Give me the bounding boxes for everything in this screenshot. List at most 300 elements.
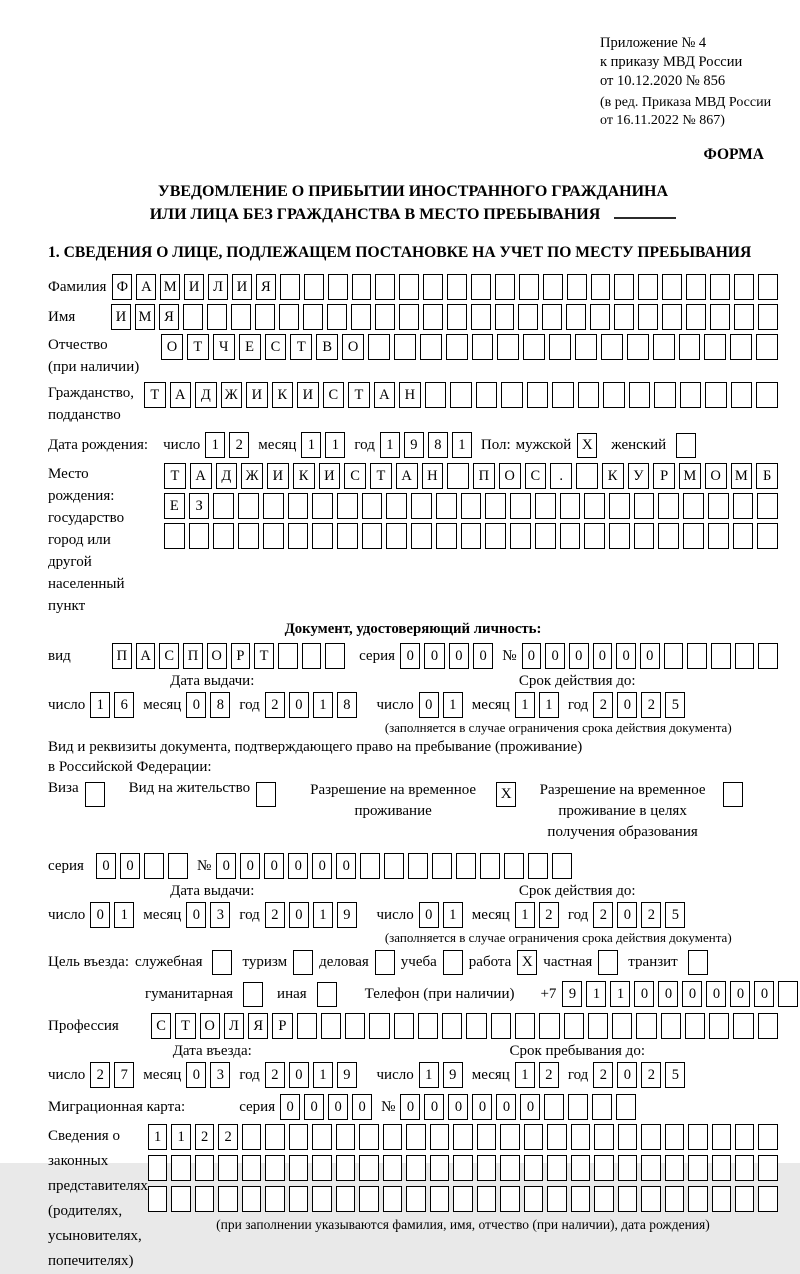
char-cell[interactable] — [544, 1094, 564, 1120]
char-cell[interactable] — [265, 1186, 284, 1212]
char-cell[interactable] — [289, 1186, 308, 1212]
char-cell[interactable] — [485, 493, 506, 519]
char-cell[interactable]: 1 — [443, 692, 463, 718]
char-cell[interactable]: Н — [422, 463, 444, 489]
gender-female-checkbox[interactable] — [676, 433, 696, 458]
char-cell[interactable]: 1 — [90, 692, 110, 718]
char-cell[interactable]: И — [232, 274, 252, 300]
char-cell[interactable] — [712, 1186, 731, 1212]
char-cell[interactable] — [734, 304, 754, 330]
purpose-tourism-checkbox[interactable] — [293, 950, 313, 975]
char-cell[interactable] — [328, 274, 348, 300]
char-cell[interactable] — [472, 334, 494, 360]
char-cell[interactable] — [730, 334, 752, 360]
char-cell[interactable]: 1 — [313, 692, 333, 718]
char-cell[interactable]: 8 — [428, 432, 448, 458]
char-cell[interactable] — [641, 1186, 660, 1212]
char-cell[interactable] — [383, 1124, 402, 1150]
char-cell[interactable]: С — [525, 463, 547, 489]
char-cell[interactable] — [288, 493, 309, 519]
char-cell[interactable]: 2 — [539, 902, 559, 928]
char-cell[interactable]: 0 — [496, 1094, 516, 1120]
char-cell[interactable] — [578, 382, 600, 408]
char-cell[interactable] — [634, 523, 655, 549]
char-cell[interactable] — [411, 493, 432, 519]
char-cell[interactable] — [383, 1186, 402, 1212]
char-cell[interactable]: Ф — [112, 274, 132, 300]
char-cell[interactable]: Т — [370, 463, 392, 489]
char-cell[interactable]: 1 — [452, 432, 472, 458]
char-cell[interactable]: 2 — [265, 692, 285, 718]
char-cell[interactable] — [501, 382, 523, 408]
char-cell[interactable]: 0 — [616, 643, 636, 669]
char-cell[interactable]: 0 — [569, 643, 589, 669]
char-cell[interactable]: 0 — [96, 853, 116, 879]
char-cell[interactable] — [327, 304, 347, 330]
char-cell[interactable] — [265, 1124, 284, 1150]
char-cell[interactable] — [491, 1013, 511, 1039]
char-cell[interactable] — [549, 334, 571, 360]
char-cell[interactable]: 1 — [419, 1062, 439, 1088]
char-cell[interactable]: 8 — [210, 692, 230, 718]
char-cell[interactable] — [399, 304, 419, 330]
char-cell[interactable]: 1 — [515, 1062, 535, 1088]
char-cell[interactable]: 0 — [186, 902, 206, 928]
char-cell[interactable] — [375, 274, 395, 300]
char-cell[interactable] — [603, 382, 625, 408]
char-cell[interactable] — [735, 1155, 754, 1181]
char-cell[interactable] — [688, 1124, 707, 1150]
char-cell[interactable] — [571, 1186, 590, 1212]
char-cell[interactable]: П — [183, 643, 203, 669]
char-cell[interactable]: 0 — [472, 1094, 492, 1120]
char-cell[interactable] — [523, 334, 545, 360]
purpose-private-checkbox[interactable] — [598, 950, 618, 975]
char-cell[interactable] — [688, 1186, 707, 1212]
char-cell[interactable] — [588, 1013, 608, 1039]
char-cell[interactable] — [662, 304, 682, 330]
char-cell[interactable] — [542, 304, 562, 330]
char-cell[interactable] — [665, 1124, 684, 1150]
char-cell[interactable] — [207, 304, 227, 330]
char-cell[interactable] — [618, 1186, 637, 1212]
char-cell[interactable] — [359, 1124, 378, 1150]
char-cell[interactable] — [618, 1155, 637, 1181]
char-cell[interactable] — [519, 274, 539, 300]
char-cell[interactable] — [708, 523, 729, 549]
char-cell[interactable]: 0 — [658, 981, 678, 1007]
char-cell[interactable] — [778, 981, 798, 1007]
char-cell[interactable]: 0 — [240, 853, 260, 879]
char-cell[interactable]: . — [550, 463, 572, 489]
char-cell[interactable] — [218, 1155, 237, 1181]
char-cell[interactable] — [213, 493, 234, 519]
char-cell[interactable] — [601, 334, 623, 360]
char-cell[interactable] — [535, 493, 556, 519]
char-cell[interactable] — [302, 643, 322, 669]
char-cell[interactable] — [527, 382, 549, 408]
char-cell[interactable] — [560, 523, 581, 549]
char-cell[interactable]: И — [267, 463, 289, 489]
char-cell[interactable]: 1 — [380, 432, 400, 458]
char-cell[interactable]: Т — [175, 1013, 195, 1039]
char-cell[interactable] — [758, 304, 778, 330]
char-cell[interactable] — [453, 1155, 472, 1181]
char-cell[interactable] — [627, 334, 649, 360]
char-cell[interactable] — [471, 304, 491, 330]
char-cell[interactable] — [571, 1155, 590, 1181]
char-cell[interactable] — [164, 523, 185, 549]
char-cell[interactable] — [709, 1013, 729, 1039]
char-cell[interactable]: 0 — [634, 981, 654, 1007]
char-cell[interactable]: 9 — [337, 902, 357, 928]
char-cell[interactable] — [552, 382, 574, 408]
residence-permit-checkbox[interactable] — [256, 782, 276, 807]
char-cell[interactable]: 1 — [586, 981, 606, 1007]
char-cell[interactable] — [406, 1155, 425, 1181]
char-cell[interactable] — [658, 523, 679, 549]
char-cell[interactable] — [278, 643, 298, 669]
char-cell[interactable]: 2 — [641, 692, 661, 718]
char-cell[interactable] — [665, 1155, 684, 1181]
char-cell[interactable]: Б — [756, 463, 778, 489]
char-cell[interactable]: Л — [208, 274, 228, 300]
char-cell[interactable] — [303, 304, 323, 330]
char-cell[interactable]: Д — [216, 463, 238, 489]
char-cell[interactable] — [524, 1186, 543, 1212]
char-cell[interactable]: И — [319, 463, 341, 489]
char-cell[interactable]: И — [297, 382, 319, 408]
char-cell[interactable]: О — [200, 1013, 220, 1039]
char-cell[interactable]: Ж — [221, 382, 243, 408]
char-cell[interactable]: К — [602, 463, 624, 489]
char-cell[interactable] — [461, 523, 482, 549]
char-cell[interactable]: Т — [164, 463, 186, 489]
char-cell[interactable]: 1 — [539, 692, 559, 718]
char-cell[interactable] — [447, 463, 469, 489]
char-cell[interactable]: 0 — [419, 902, 439, 928]
char-cell[interactable]: 0 — [419, 692, 439, 718]
char-cell[interactable]: 2 — [265, 1062, 285, 1088]
char-cell[interactable]: 1 — [515, 692, 535, 718]
char-cell[interactable]: 0 — [304, 1094, 324, 1120]
char-cell[interactable] — [662, 274, 682, 300]
char-cell[interactable] — [618, 1124, 637, 1150]
char-cell[interactable]: 2 — [229, 432, 249, 458]
char-cell[interactable] — [480, 853, 500, 879]
char-cell[interactable] — [450, 382, 472, 408]
char-cell[interactable] — [705, 382, 727, 408]
char-cell[interactable]: И — [184, 274, 204, 300]
char-cell[interactable] — [171, 1186, 190, 1212]
char-cell[interactable] — [688, 1155, 707, 1181]
char-cell[interactable] — [425, 382, 447, 408]
char-cell[interactable] — [359, 1186, 378, 1212]
char-cell[interactable] — [518, 304, 538, 330]
char-cell[interactable]: О — [342, 334, 364, 360]
char-cell[interactable] — [384, 853, 404, 879]
char-cell[interactable] — [547, 1186, 566, 1212]
char-cell[interactable] — [528, 853, 548, 879]
char-cell[interactable] — [477, 1124, 496, 1150]
char-cell[interactable]: Е — [239, 334, 261, 360]
char-cell[interactable] — [442, 1013, 462, 1039]
char-cell[interactable] — [447, 304, 467, 330]
char-cell[interactable] — [430, 1155, 449, 1181]
char-cell[interactable]: 1 — [313, 902, 333, 928]
char-cell[interactable]: 5 — [665, 1062, 685, 1088]
char-cell[interactable] — [568, 1094, 588, 1120]
rvp-education-checkbox[interactable] — [723, 782, 743, 807]
char-cell[interactable] — [399, 274, 419, 300]
char-cell[interactable] — [312, 493, 333, 519]
char-cell[interactable] — [653, 334, 675, 360]
char-cell[interactable]: С — [265, 334, 287, 360]
char-cell[interactable]: 0 — [617, 902, 637, 928]
char-cell[interactable] — [594, 1186, 613, 1212]
char-cell[interactable] — [735, 643, 755, 669]
char-cell[interactable] — [708, 493, 729, 519]
char-cell[interactable] — [436, 523, 457, 549]
purpose-business-checkbox[interactable] — [375, 950, 395, 975]
char-cell[interactable]: 9 — [404, 432, 424, 458]
char-cell[interactable] — [171, 1155, 190, 1181]
char-cell[interactable]: 5 — [665, 902, 685, 928]
char-cell[interactable]: Р — [231, 643, 251, 669]
char-cell[interactable] — [394, 1013, 414, 1039]
char-cell[interactable]: 0 — [617, 692, 637, 718]
char-cell[interactable] — [590, 304, 610, 330]
char-cell[interactable] — [289, 1155, 308, 1181]
char-cell[interactable]: 0 — [754, 981, 774, 1007]
char-cell[interactable]: 0 — [449, 643, 469, 669]
char-cell[interactable] — [406, 1186, 425, 1212]
purpose-other-checkbox[interactable] — [317, 982, 337, 1007]
char-cell[interactable] — [665, 1186, 684, 1212]
char-cell[interactable] — [195, 1186, 214, 1212]
char-cell[interactable] — [560, 493, 581, 519]
char-cell[interactable] — [638, 304, 658, 330]
char-cell[interactable] — [430, 1124, 449, 1150]
char-cell[interactable]: 2 — [195, 1124, 214, 1150]
char-cell[interactable] — [679, 334, 701, 360]
char-cell[interactable]: 0 — [186, 692, 206, 718]
char-cell[interactable]: Т — [187, 334, 209, 360]
char-cell[interactable] — [566, 304, 586, 330]
char-cell[interactable] — [567, 274, 587, 300]
char-cell[interactable]: 0 — [640, 643, 660, 669]
char-cell[interactable] — [524, 1124, 543, 1150]
char-cell[interactable]: 9 — [562, 981, 582, 1007]
char-cell[interactable] — [592, 1094, 612, 1120]
char-cell[interactable] — [238, 523, 259, 549]
char-cell[interactable] — [337, 523, 358, 549]
char-cell[interactable] — [524, 1155, 543, 1181]
char-cell[interactable]: 2 — [641, 902, 661, 928]
char-cell[interactable] — [485, 523, 506, 549]
char-cell[interactable] — [686, 304, 706, 330]
char-cell[interactable] — [612, 1013, 632, 1039]
char-cell[interactable] — [406, 1124, 425, 1150]
char-cell[interactable] — [148, 1155, 167, 1181]
char-cell[interactable] — [658, 493, 679, 519]
char-cell[interactable] — [430, 1186, 449, 1212]
gender-male-checkbox[interactable]: X — [577, 433, 597, 458]
char-cell[interactable]: 0 — [328, 1094, 348, 1120]
char-cell[interactable]: Я — [256, 274, 276, 300]
char-cell[interactable] — [386, 493, 407, 519]
char-cell[interactable] — [312, 1124, 331, 1150]
char-cell[interactable]: 1 — [515, 902, 535, 928]
char-cell[interactable] — [265, 1155, 284, 1181]
char-cell[interactable]: О — [161, 334, 183, 360]
char-cell[interactable] — [386, 523, 407, 549]
char-cell[interactable] — [255, 304, 275, 330]
char-cell[interactable]: 0 — [730, 981, 750, 1007]
char-cell[interactable]: 0 — [90, 902, 110, 928]
char-cell[interactable]: 1 — [313, 1062, 333, 1088]
char-cell[interactable]: А — [136, 274, 156, 300]
char-cell[interactable]: 0 — [682, 981, 702, 1007]
char-cell[interactable] — [362, 493, 383, 519]
char-cell[interactable]: 2 — [593, 1062, 613, 1088]
char-cell[interactable]: 1 — [148, 1124, 167, 1150]
char-cell[interactable] — [731, 382, 753, 408]
char-cell[interactable] — [609, 493, 630, 519]
char-cell[interactable]: 8 — [337, 692, 357, 718]
char-cell[interactable] — [195, 1155, 214, 1181]
char-cell[interactable] — [654, 382, 676, 408]
char-cell[interactable]: Р — [653, 463, 675, 489]
char-cell[interactable]: 0 — [400, 643, 420, 669]
char-cell[interactable]: М — [679, 463, 701, 489]
char-cell[interactable]: И — [111, 304, 131, 330]
char-cell[interactable]: 0 — [336, 853, 356, 879]
char-cell[interactable]: П — [473, 463, 495, 489]
char-cell[interactable] — [368, 334, 390, 360]
char-cell[interactable]: 1 — [171, 1124, 190, 1150]
char-cell[interactable] — [432, 853, 452, 879]
char-cell[interactable]: 2 — [593, 902, 613, 928]
char-cell[interactable] — [263, 523, 284, 549]
char-cell[interactable]: 2 — [90, 1062, 110, 1088]
char-cell[interactable] — [510, 523, 531, 549]
char-cell[interactable] — [683, 523, 704, 549]
char-cell[interactable] — [712, 1155, 731, 1181]
char-cell[interactable]: М — [135, 304, 155, 330]
char-cell[interactable]: З — [189, 493, 210, 519]
char-cell[interactable] — [279, 304, 299, 330]
char-cell[interactable] — [758, 274, 778, 300]
char-cell[interactable] — [500, 1124, 519, 1150]
char-cell[interactable]: У — [628, 463, 650, 489]
char-cell[interactable]: Т — [144, 382, 166, 408]
char-cell[interactable]: В — [316, 334, 338, 360]
char-cell[interactable] — [758, 643, 778, 669]
char-cell[interactable]: 9 — [443, 1062, 463, 1088]
char-cell[interactable]: 3 — [210, 902, 230, 928]
char-cell[interactable] — [325, 643, 345, 669]
char-cell[interactable] — [735, 1124, 754, 1150]
char-cell[interactable] — [312, 523, 333, 549]
char-cell[interactable] — [504, 853, 524, 879]
char-cell[interactable]: П — [112, 643, 132, 669]
char-cell[interactable] — [453, 1186, 472, 1212]
char-cell[interactable]: М — [731, 463, 753, 489]
char-cell[interactable] — [661, 1013, 681, 1039]
char-cell[interactable]: 7 — [114, 1062, 134, 1088]
char-cell[interactable]: 0 — [448, 1094, 468, 1120]
char-cell[interactable] — [584, 493, 605, 519]
char-cell[interactable]: Н — [399, 382, 421, 408]
char-cell[interactable] — [231, 304, 251, 330]
char-cell[interactable] — [456, 853, 476, 879]
char-cell[interactable]: 1 — [114, 902, 134, 928]
char-cell[interactable] — [148, 1186, 167, 1212]
char-cell[interactable] — [641, 1124, 660, 1150]
char-cell[interactable] — [576, 463, 598, 489]
char-cell[interactable] — [423, 304, 443, 330]
char-cell[interactable] — [634, 493, 655, 519]
char-cell[interactable] — [321, 1013, 341, 1039]
char-cell[interactable] — [758, 1124, 777, 1150]
purpose-official-checkbox[interactable] — [212, 950, 232, 975]
char-cell[interactable] — [497, 334, 519, 360]
char-cell[interactable]: А — [136, 643, 156, 669]
char-cell[interactable] — [733, 523, 754, 549]
char-cell[interactable]: 0 — [120, 853, 140, 879]
char-cell[interactable] — [687, 643, 707, 669]
char-cell[interactable] — [758, 1013, 778, 1039]
char-cell[interactable] — [189, 523, 210, 549]
char-cell[interactable] — [629, 382, 651, 408]
char-cell[interactable] — [575, 334, 597, 360]
char-cell[interactable]: 0 — [289, 902, 309, 928]
char-cell[interactable] — [710, 274, 730, 300]
char-cell[interactable]: Ч — [213, 334, 235, 360]
char-cell[interactable] — [183, 304, 203, 330]
char-cell[interactable]: А — [190, 463, 212, 489]
char-cell[interactable] — [564, 1013, 584, 1039]
char-cell[interactable] — [345, 1013, 365, 1039]
char-cell[interactable] — [535, 523, 556, 549]
char-cell[interactable] — [242, 1155, 261, 1181]
char-cell[interactable] — [461, 493, 482, 519]
char-cell[interactable]: 1 — [610, 981, 630, 1007]
char-cell[interactable] — [711, 643, 731, 669]
char-cell[interactable]: С — [151, 1013, 171, 1039]
char-cell[interactable] — [423, 274, 443, 300]
char-cell[interactable]: О — [705, 463, 727, 489]
char-cell[interactable] — [218, 1186, 237, 1212]
char-cell[interactable] — [304, 274, 324, 300]
char-cell[interactable]: 0 — [312, 853, 332, 879]
char-cell[interactable] — [584, 523, 605, 549]
char-cell[interactable]: 1 — [443, 902, 463, 928]
char-cell[interactable] — [664, 643, 684, 669]
char-cell[interactable] — [758, 1186, 777, 1212]
char-cell[interactable]: 0 — [424, 1094, 444, 1120]
char-cell[interactable] — [712, 1124, 731, 1150]
char-cell[interactable] — [477, 1186, 496, 1212]
char-cell[interactable]: К — [293, 463, 315, 489]
purpose-humanitarian-checkbox[interactable] — [243, 982, 263, 1007]
char-cell[interactable] — [495, 274, 515, 300]
char-cell[interactable]: 1 — [301, 432, 321, 458]
char-cell[interactable]: 6 — [114, 692, 134, 718]
char-cell[interactable] — [351, 304, 371, 330]
char-cell[interactable] — [547, 1155, 566, 1181]
